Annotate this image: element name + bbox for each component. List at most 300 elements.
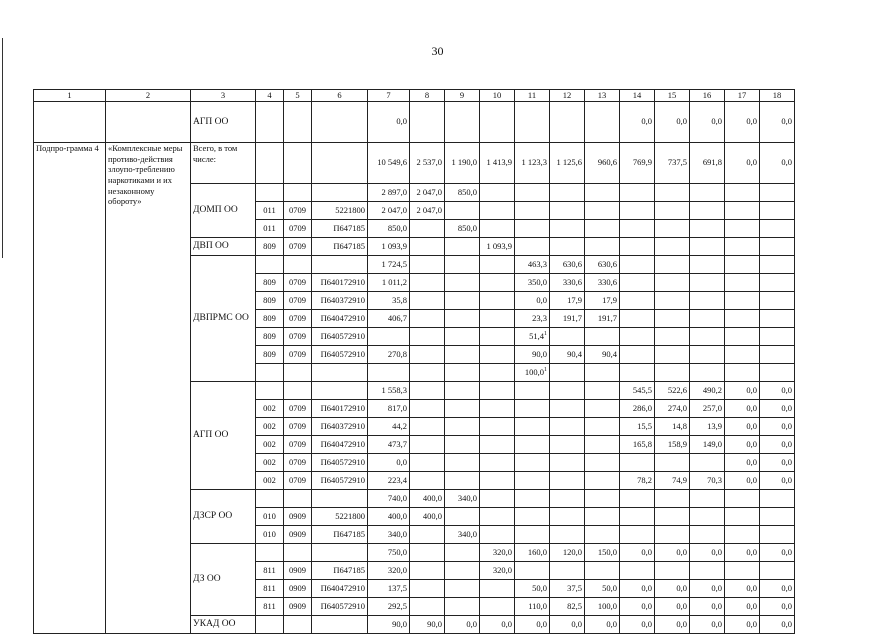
cell-value: 0,0 bbox=[466, 618, 477, 629]
cell-col-10 bbox=[480, 472, 515, 490]
cell-col-15 bbox=[655, 436, 690, 454]
cell-value: 0,0 bbox=[781, 402, 792, 413]
cell-col-11 bbox=[515, 382, 550, 400]
cell-col-18 bbox=[760, 508, 795, 526]
cell-col-16 bbox=[690, 328, 725, 346]
cell-value: 0709 bbox=[289, 222, 306, 233]
cell-col-16 bbox=[690, 143, 725, 184]
cell-value: 1 724,5 bbox=[381, 258, 407, 269]
cell-col-14 bbox=[620, 292, 655, 310]
cell-col-9 bbox=[445, 238, 480, 256]
cell-col-11 bbox=[515, 202, 550, 220]
cell-value: 809 bbox=[263, 312, 276, 323]
cell-col-7 bbox=[368, 102, 410, 143]
cell-col-18 bbox=[760, 490, 795, 508]
cell-col-16 bbox=[690, 310, 725, 328]
cell-value: 191,7 bbox=[562, 312, 582, 323]
cell-value: 15,5 bbox=[637, 420, 652, 431]
cell-col-13 bbox=[585, 526, 620, 544]
cell-col-17 bbox=[725, 562, 760, 580]
agency-cell: УКАД ОО bbox=[191, 616, 256, 634]
cell-col-16 bbox=[690, 102, 725, 143]
cell-value: 002 bbox=[263, 438, 276, 449]
cell-col-15 bbox=[655, 202, 690, 220]
cell-col-9 bbox=[445, 346, 480, 364]
cell-value: 160,0 bbox=[527, 546, 547, 557]
cell-value: 1 123,3 bbox=[521, 157, 547, 168]
cell-value: 769,9 bbox=[632, 157, 652, 168]
page-number: 30 bbox=[431, 44, 444, 58]
cell-col-10 bbox=[480, 382, 515, 400]
cell-col-12 bbox=[550, 490, 585, 508]
cell-col-9 bbox=[445, 616, 480, 634]
cell-col-16 bbox=[690, 526, 725, 544]
cell-col-12 bbox=[550, 544, 585, 562]
cell-value: 0709 bbox=[289, 312, 306, 323]
cell-value: 850,0 bbox=[457, 222, 477, 233]
cell-col-15 bbox=[655, 418, 690, 436]
cell-value: 0709 bbox=[289, 474, 306, 485]
cell-col-18 bbox=[760, 526, 795, 544]
cell-col-8 bbox=[410, 544, 445, 562]
cell-col-16 bbox=[690, 274, 725, 292]
cell-col-15 bbox=[655, 328, 690, 346]
cell-col-13 bbox=[585, 454, 620, 472]
cell-col-16 bbox=[690, 382, 725, 400]
cell-col-12 bbox=[550, 616, 585, 634]
cell-col-14 bbox=[620, 310, 655, 328]
cell-col-10 bbox=[480, 328, 515, 346]
cell-col-10 bbox=[480, 544, 515, 562]
cell-col-13 bbox=[585, 202, 620, 220]
cell-value: 320,0 bbox=[387, 564, 407, 575]
cell-col-7 bbox=[368, 436, 410, 454]
cell-col-6 bbox=[312, 400, 368, 418]
cell-col-10 bbox=[480, 580, 515, 598]
cell-col-14 bbox=[620, 400, 655, 418]
cell-col-8 bbox=[410, 238, 445, 256]
cell-value: П647185 bbox=[333, 564, 365, 575]
cell-col-13 bbox=[585, 310, 620, 328]
cell-value: 74,9 bbox=[672, 474, 687, 485]
header-cell-9: 9 bbox=[445, 90, 480, 102]
cell-col-4 bbox=[256, 472, 284, 490]
cell-value: 002 bbox=[263, 474, 276, 485]
cell-col-15 bbox=[655, 382, 690, 400]
cell-col-9 bbox=[445, 328, 480, 346]
cell-col-4 bbox=[256, 143, 284, 184]
cell-value: 14,8 bbox=[672, 420, 687, 431]
cell-col-7 bbox=[368, 346, 410, 364]
cell-value: 90,4 bbox=[602, 348, 617, 359]
cell-col-8 bbox=[410, 526, 445, 544]
agency-cell: ДВПРМС ОО bbox=[191, 256, 256, 382]
cell-value: 137,5 bbox=[387, 582, 407, 593]
cell-value: 0709 bbox=[289, 456, 306, 467]
cell-col-17 bbox=[725, 544, 760, 562]
cell-value: 691,8 bbox=[702, 157, 722, 168]
cell-col-9 bbox=[445, 400, 480, 418]
cell-col-16 bbox=[690, 292, 725, 310]
cell-value: П640372910 bbox=[320, 420, 365, 431]
cell-value: 2 537,0 bbox=[416, 157, 442, 168]
cell-col-15 bbox=[655, 580, 690, 598]
cell-col-14 bbox=[620, 328, 655, 346]
cell-col-17 bbox=[725, 184, 760, 202]
cell-col-8 bbox=[410, 220, 445, 238]
footnote-mark: 1 bbox=[544, 367, 547, 373]
cell-value: 463,3 bbox=[527, 258, 547, 269]
cell-col-14 bbox=[620, 220, 655, 238]
cell-col-7 bbox=[368, 292, 410, 310]
cell-value: 0709 bbox=[289, 294, 306, 305]
cell-col-13 bbox=[585, 292, 620, 310]
cell-col-15 bbox=[655, 238, 690, 256]
cell-col-14 bbox=[620, 418, 655, 436]
cell-col-4 bbox=[256, 364, 284, 382]
cell-value: П640472910 bbox=[320, 582, 365, 593]
cell-col-16 bbox=[690, 436, 725, 454]
cell-col-17 bbox=[725, 580, 760, 598]
cell-value: 0709 bbox=[289, 420, 306, 431]
cell-value: 0,0 bbox=[746, 456, 757, 467]
cell-value: 0,0 bbox=[571, 618, 582, 629]
cell-col-7 bbox=[368, 472, 410, 490]
cell-col-9 bbox=[445, 202, 480, 220]
cell-value: 1 190,0 bbox=[451, 157, 477, 168]
cell-col-10 bbox=[480, 562, 515, 580]
cell-col-8 bbox=[410, 274, 445, 292]
cell-col-12 bbox=[550, 346, 585, 364]
cell-col-7 bbox=[368, 454, 410, 472]
cell-col-5 bbox=[284, 143, 312, 184]
cell-col-6 bbox=[312, 220, 368, 238]
cell-col-10 bbox=[480, 220, 515, 238]
cell-col-8 bbox=[410, 418, 445, 436]
cell-col-15 bbox=[655, 454, 690, 472]
cell-value: 0,0 bbox=[746, 618, 757, 629]
cell-col-8 bbox=[410, 598, 445, 616]
cell-col-7 bbox=[368, 490, 410, 508]
table-row bbox=[34, 143, 795, 184]
cell-col-4 bbox=[256, 454, 284, 472]
cell-col-7 bbox=[368, 580, 410, 598]
cell-col-4 bbox=[256, 346, 284, 364]
cell-col-4 bbox=[256, 436, 284, 454]
cell-col-6 bbox=[312, 472, 368, 490]
cell-col-18 bbox=[760, 238, 795, 256]
cell-value: П640572910 bbox=[320, 600, 365, 611]
cell-col-8 bbox=[410, 490, 445, 508]
cell-col-4 bbox=[256, 490, 284, 508]
cell-value: 817,0 bbox=[387, 402, 407, 413]
cell-col-8 bbox=[410, 580, 445, 598]
cell-col-15 bbox=[655, 102, 690, 143]
cell-col-10 bbox=[480, 238, 515, 256]
cell-col-5 bbox=[284, 562, 312, 580]
agency-cell: ДОМП ОО bbox=[191, 184, 256, 238]
cell-col-12 bbox=[550, 364, 585, 382]
cell-col-16 bbox=[690, 364, 725, 382]
cell-col-7 bbox=[368, 418, 410, 436]
cell-col-11 bbox=[515, 274, 550, 292]
cell-col-5 bbox=[284, 382, 312, 400]
cell-col-11 bbox=[515, 364, 550, 382]
cell-col-11 bbox=[515, 256, 550, 274]
cell-col-4 bbox=[256, 238, 284, 256]
cell-value: 473,7 bbox=[387, 438, 407, 449]
cell-col-9 bbox=[445, 418, 480, 436]
cell-col-10 bbox=[480, 598, 515, 616]
cell-value: 0,0 bbox=[781, 116, 792, 127]
cell-value: П640372910 bbox=[320, 294, 365, 305]
cell-col-14 bbox=[620, 256, 655, 274]
cell-col-6 bbox=[312, 202, 368, 220]
cell-value: 158,9 bbox=[667, 438, 687, 449]
cell-col-14 bbox=[620, 102, 655, 143]
cell-col-10 bbox=[480, 508, 515, 526]
cell-col-15 bbox=[655, 472, 690, 490]
cell-col-8 bbox=[410, 562, 445, 580]
cell-value: 0,0 bbox=[746, 438, 757, 449]
cell-value: 0,0 bbox=[606, 618, 617, 629]
cell-col-9 bbox=[445, 220, 480, 238]
cell-value: 011 bbox=[263, 204, 276, 215]
cell-value: 0,0 bbox=[746, 402, 757, 413]
header-cell-17: 17 bbox=[725, 90, 760, 102]
cell-col-6 bbox=[312, 143, 368, 184]
cell-col-5 bbox=[284, 184, 312, 202]
cell-value: П640572910 bbox=[320, 348, 365, 359]
budget-table bbox=[33, 89, 795, 634]
cell-col-14 bbox=[620, 364, 655, 382]
cell-col-16 bbox=[690, 238, 725, 256]
cell-value: 90,0 bbox=[532, 348, 547, 359]
cell-col-4 bbox=[256, 310, 284, 328]
cell-col-18 bbox=[760, 454, 795, 472]
cell-col-14 bbox=[620, 202, 655, 220]
cell-col-4 bbox=[256, 598, 284, 616]
cell-col-4 bbox=[256, 382, 284, 400]
cell-col-9 bbox=[445, 292, 480, 310]
cell-col-13 bbox=[585, 328, 620, 346]
cell-col-10 bbox=[480, 202, 515, 220]
cell-col-8 bbox=[410, 346, 445, 364]
cell-col-12 bbox=[550, 526, 585, 544]
agency-cell: ДЗСР ОО bbox=[191, 490, 256, 544]
cell-col-6 bbox=[312, 346, 368, 364]
cell-col-15 bbox=[655, 346, 690, 364]
cell-col-5 bbox=[284, 400, 312, 418]
cell-value: 0,0 bbox=[711, 600, 722, 611]
cell-col-18 bbox=[760, 310, 795, 328]
cell-col-17 bbox=[725, 202, 760, 220]
cell-col-12 bbox=[550, 454, 585, 472]
cell-value: 809 bbox=[263, 348, 276, 359]
cell-col-12 bbox=[550, 436, 585, 454]
cell-col-9 bbox=[445, 256, 480, 274]
cell-value: 35,8 bbox=[392, 294, 407, 305]
cell-col-15 bbox=[655, 364, 690, 382]
cell-value: 010 bbox=[263, 528, 276, 539]
cell-col-18 bbox=[760, 328, 795, 346]
cell-col-6 bbox=[312, 562, 368, 580]
cell-col-6 bbox=[312, 382, 368, 400]
cell-col-15 bbox=[655, 274, 690, 292]
cell-value: 809 bbox=[263, 240, 276, 251]
cell-col-11 bbox=[515, 292, 550, 310]
cell-col-18 bbox=[760, 102, 795, 143]
cell-col-5 bbox=[284, 580, 312, 598]
cell-col-5 bbox=[284, 238, 312, 256]
cell-value: П647185 bbox=[333, 528, 365, 539]
cell-value: 350,0 bbox=[527, 276, 547, 287]
cell-value: 0,0 bbox=[781, 420, 792, 431]
cell-col-9 bbox=[445, 544, 480, 562]
cell-value: 0,0 bbox=[641, 618, 652, 629]
cell-value: 0,0 bbox=[396, 456, 407, 467]
cell-col-13 bbox=[585, 274, 620, 292]
cell-col-18 bbox=[760, 400, 795, 418]
cell-col-8 bbox=[410, 256, 445, 274]
cell-col-13 bbox=[585, 472, 620, 490]
cell-col-8 bbox=[410, 184, 445, 202]
cell-col-16 bbox=[690, 598, 725, 616]
cell-col-4 bbox=[256, 418, 284, 436]
cell-col-12 bbox=[550, 274, 585, 292]
cell-col-15 bbox=[655, 562, 690, 580]
cell-col-17 bbox=[725, 143, 760, 184]
cell-col-8 bbox=[410, 310, 445, 328]
cell-col-10 bbox=[480, 184, 515, 202]
cell-value: 1 125,6 bbox=[556, 157, 582, 168]
cell-col-12 bbox=[550, 472, 585, 490]
cell-col-6 bbox=[312, 310, 368, 328]
cell-col-7 bbox=[368, 598, 410, 616]
cell-value: 0,0 bbox=[746, 420, 757, 431]
cell-col-9 bbox=[445, 382, 480, 400]
cell-value: 0909 bbox=[289, 582, 306, 593]
header-cell-2: 2 bbox=[106, 90, 191, 102]
cell-col-11 bbox=[515, 310, 550, 328]
cell-col-5 bbox=[284, 364, 312, 382]
cell-value: 0,0 bbox=[781, 600, 792, 611]
cell-col-9 bbox=[445, 490, 480, 508]
cell-value: 630,6 bbox=[597, 258, 617, 269]
header-cell-1: 1 bbox=[34, 90, 106, 102]
cell-value: 0709 bbox=[289, 240, 306, 251]
cell-value: П640472910 bbox=[320, 438, 365, 449]
cell-col-11 bbox=[515, 328, 550, 346]
cell-value: 90,0 bbox=[392, 618, 407, 629]
cell-col-17 bbox=[725, 238, 760, 256]
cell-col-10 bbox=[480, 292, 515, 310]
cell-col-10 bbox=[480, 436, 515, 454]
cell-col-6 bbox=[312, 580, 368, 598]
cell-col-4 bbox=[256, 508, 284, 526]
cell-value: 0,0 bbox=[641, 600, 652, 611]
cell-col-5 bbox=[284, 598, 312, 616]
cell-col-11 bbox=[515, 598, 550, 616]
cell-col-16 bbox=[690, 202, 725, 220]
cell-col-11 bbox=[515, 544, 550, 562]
cell-col-16 bbox=[690, 472, 725, 490]
cell-value: 120,0 bbox=[562, 546, 582, 557]
cell-col-9 bbox=[445, 598, 480, 616]
cell-col-18 bbox=[760, 436, 795, 454]
cell-col-6 bbox=[312, 328, 368, 346]
cell-col-5 bbox=[284, 310, 312, 328]
cell-col-12 bbox=[550, 562, 585, 580]
cell-value: 0,0 bbox=[746, 384, 757, 395]
cell-col-16 bbox=[690, 418, 725, 436]
cell-col-7 bbox=[368, 202, 410, 220]
cell-value: 340,0 bbox=[457, 528, 477, 539]
cell-value: 0,0 bbox=[676, 116, 687, 127]
cell-col-18 bbox=[760, 580, 795, 598]
agency-cell: Всего, в том числе: bbox=[191, 143, 256, 184]
cell-col-6 bbox=[312, 418, 368, 436]
cell-value: 0709 bbox=[289, 330, 306, 341]
cell-col-10 bbox=[480, 256, 515, 274]
header-cell-5: 5 bbox=[284, 90, 312, 102]
cell-value: 165,8 bbox=[632, 438, 652, 449]
cell-col-5 bbox=[284, 436, 312, 454]
cell-col-16 bbox=[690, 616, 725, 634]
cell-value: 37,5 bbox=[567, 582, 582, 593]
cell-col-8 bbox=[410, 400, 445, 418]
cell-col-13 bbox=[585, 382, 620, 400]
cell-col-16 bbox=[690, 184, 725, 202]
cell-col-17 bbox=[725, 508, 760, 526]
cell-col-10 bbox=[480, 143, 515, 184]
cell-value: 0,0 bbox=[676, 618, 687, 629]
header-row bbox=[34, 90, 795, 102]
agency-cell: ДЗ ОО bbox=[191, 544, 256, 616]
cell-col-17 bbox=[725, 418, 760, 436]
cell-col-17 bbox=[725, 616, 760, 634]
cell-col-10 bbox=[480, 454, 515, 472]
cell-col-14 bbox=[620, 616, 655, 634]
cell-col-14 bbox=[620, 184, 655, 202]
cell-col-13 bbox=[585, 616, 620, 634]
cell-col-18 bbox=[760, 292, 795, 310]
cell-value: 257,0 bbox=[702, 402, 722, 413]
cell-value: 1 413,9 bbox=[486, 157, 512, 168]
cell-col-8 bbox=[410, 436, 445, 454]
cell-col-9 bbox=[445, 526, 480, 544]
table-row bbox=[34, 102, 795, 143]
header-cell-6: 6 bbox=[312, 90, 368, 102]
cell-value: 811 bbox=[263, 564, 276, 575]
cell-value: 50,0 bbox=[532, 582, 547, 593]
cell-col-11 bbox=[515, 400, 550, 418]
cell-col-17 bbox=[725, 274, 760, 292]
cell-col-13 bbox=[585, 598, 620, 616]
cell-col-13 bbox=[585, 238, 620, 256]
cell-col-14 bbox=[620, 544, 655, 562]
cell-col-8 bbox=[410, 454, 445, 472]
header-cell-7: 7 bbox=[368, 90, 410, 102]
cell-col-15 bbox=[655, 598, 690, 616]
cell-value: 0,0 bbox=[781, 384, 792, 395]
header-cell-4: 4 bbox=[256, 90, 284, 102]
cell-col-8 bbox=[410, 143, 445, 184]
cell-col-5 bbox=[284, 328, 312, 346]
cell-value: 0709 bbox=[289, 402, 306, 413]
cell-value: 0,0 bbox=[781, 456, 792, 467]
cell-col-17 bbox=[725, 346, 760, 364]
